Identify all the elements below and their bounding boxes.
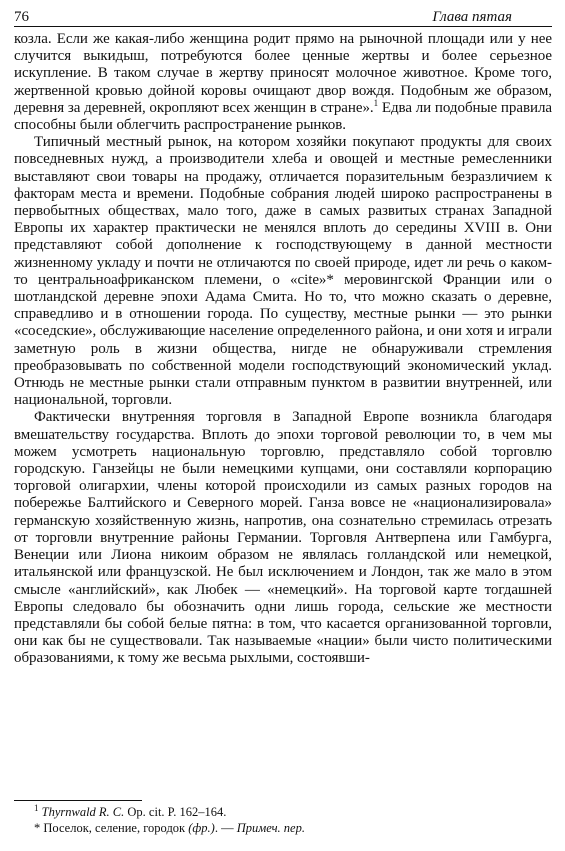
book-page: [14, 6, 552, 668]
footnote-2-marker: *: [34, 821, 41, 835]
footnote-2-lang: (фр.): [188, 821, 215, 835]
footnote-2-text: Поселок, селение, городок: [40, 821, 189, 835]
footnote-1-marker: 1: [34, 802, 39, 813]
footnote-2-dash: . —: [214, 821, 237, 835]
paragraph-3: Фактически внутренняя торговля в Западной Европе возникла благодаря вмешательству государства. Вплоть до эпохи торговой революции то, в чем мы можем усмотреть национальную торговлю, представляло собой торговлю городскую. Ганзейцы не были немецкими купцами, они составляли корпорацию торговой олигархии, члены которой происходили из самых разных городов на побережье Балтийского и Северного морей. Ганза вовсе не «национализировала» германскую хозяйственную жизнь, напротив, она сознательно стремилась отрезать от торговли внутренние районы Германии. Торговля Антверпена или Гамбурга, Венеции или Лиона никоим образом не являлась голландской или немецкой, итальянской или французской. Не был исключением и Лондон, так же мало в этом смысле «английский», как Любек — «немецкий». На торговой карте тогдашней Европы следовало бы обозначить одни лишь города, сельские же местности представляли бы собой белые пятна: в том, что касается организованной торговли, они как бы не существовали. Так называемые «нации» были чисто политическими образованиями, к тому же весьма рыхлыми, состоявши-: [14, 409, 552, 667]
running-header: [14, 6, 552, 27]
footnote-1-author: Thyrnwald R. C.: [41, 805, 125, 819]
paragraph-2: Типичный местный рынок, на котором хозяйки покупают продукты для своих повседневных нужд, а производители хлеба и овощей и местные ремесленники выставляют свои товары на продажу, отличается поразительным безразличием к факторам места и времени. Подобные собрания людей широко распространены в первобытных обществах, мало того, даже в самых развитых странах Западной Европы их характер практически не менялся вплоть до середины XVIII в. Они представляют собой дополнение к господствующему в данной местности жизненному укладу и почти не отличаются по своей природе, идет ли речь о каком-то центральноафриканском племени, о «cite»* меровингской Франции или о шотландской деревне эпохи Адама Смита. Но то, что можно сказать о деревне, справедливо и в отношении города. По существу, местные рынки — это рынки «соседские», обслуживающие население определенного района, и они хотя и играли заметную роль в жизни общества, нигде не обнаруживали стремления преобразовывать по собственной модели господствующий экономический уклад. Отнюдь не местные рынки стали отправным пунктом в развитии внутренней, или национальной, торговли.: [14, 134, 552, 409]
page-number: 76: [14, 9, 29, 25]
paragraph-1: [14, 31, 552, 134]
footnote-2-note: Примеч. пер.: [236, 821, 305, 835]
chapter-title: Глава пятая: [432, 9, 512, 25]
footnote-ref-1: 1: [373, 97, 379, 108]
paragraph-1-text: козла. Если же какая-либо женщина родит прямо на рыночной площади или у нее случится выкидыш, потребуются более ценные жертвы и более серьезное искупление. В таком случае в жертву приносят молочное животное. Кроме того, жертвенной кровью дойной коровы очищают двор вождя. Подобным же образом, деревня за деревней, окропляют всех женщин в стране».: [14, 31, 552, 116]
footnote-2: [14, 820, 552, 836]
footnote-rule: [14, 800, 142, 801]
body-text: [14, 31, 552, 668]
footnote-1-citation: Op. cit. P. 162–164.: [124, 805, 227, 819]
footnotes: [14, 800, 552, 836]
paragraph-1-text-cont: Едва ли подобные правила способны были облегчить распространение рынков.: [14, 99, 552, 134]
footnote-1: [14, 804, 552, 820]
